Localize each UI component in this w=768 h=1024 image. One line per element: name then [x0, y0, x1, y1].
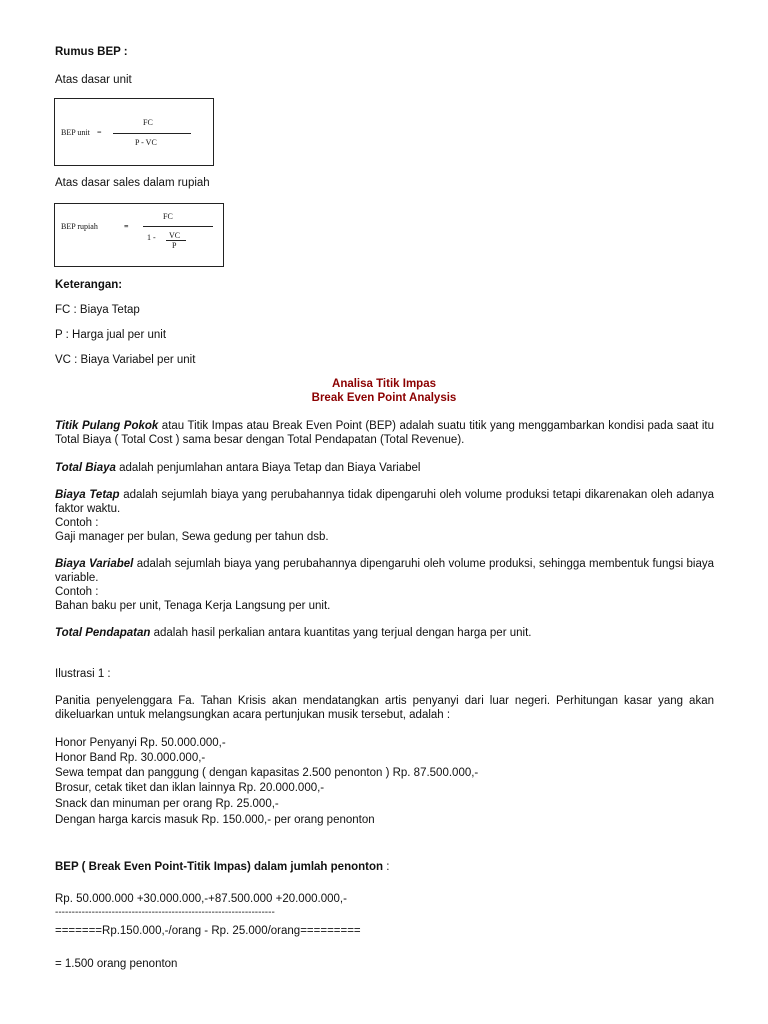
analysis-title-line2: Break Even Point Analysis — [311, 392, 457, 404]
definition-text: adalah hasil perkalian antara kuantitas yang terjual dengan harga per unit. — [150, 627, 532, 639]
ilustrasi-title: Ilustrasi 1 : — [55, 668, 111, 680]
cost-item: Honor Band Rp. 30.000.000,- — [55, 752, 206, 764]
formula-rupiah-box — [54, 203, 224, 267]
bep-calc-title — [55, 861, 389, 873]
formula-rupiah-fraction-bar — [143, 226, 213, 227]
definition-text: adalah penjumlahan antara Biaya Tetap dan Biaya Variabel — [115, 462, 421, 474]
analysis-title-line1: Analisa Titik Impas — [332, 378, 436, 390]
bep-calc-divider: ------------------------------------------------------------------ — [55, 907, 275, 918]
contoh-text: Gaji manager per bulan, Sewa gedung per tahun dsb. — [55, 531, 329, 543]
cost-item: Honor Penyanyi Rp. 50.000.000,- — [55, 737, 226, 749]
formula-rupiah-lhs: BEP rupiah — [61, 222, 98, 231]
formula-unit-denominator: P - VC — [135, 138, 157, 147]
definition-term: Biaya Tetap — [55, 489, 120, 501]
contoh-text: Bahan baku per unit, Tenaga Kerja Langsung per unit. — [55, 600, 331, 612]
formula-rupiah-eq: = — [124, 222, 129, 231]
definition-text: adalah sejumlah biaya yang perubahannya dipengaruhi oleh volume produksi, sehingga membentuk fungsi biaya variable. — [55, 558, 714, 584]
bep-calc-title-bold: BEP ( Break Even Point-Titik Impas) dalam jumlah penonton — [55, 861, 384, 873]
keterangan-item: FC : Biaya Tetap — [55, 304, 140, 316]
keterangan-item: VC : Biaya Variabel per unit — [55, 354, 196, 366]
cost-item: Brosur, cetak tiket dan iklan lainnya Rp. 20.000.000,- — [55, 782, 325, 794]
definition-text: adalah sejumlah biaya yang perubahannya tidak dipengaruhi oleh volume produksi tetapi dikarenakan oleh adanya faktor waktu. — [55, 489, 714, 515]
formula-rupiah-denom-prefix: 1 - — [147, 233, 156, 242]
unit-label: Atas dasar unit — [55, 74, 132, 86]
definition-total-biaya — [55, 461, 714, 475]
formula-heading: Rumus BEP : — [55, 46, 128, 58]
formula-unit-box — [54, 98, 214, 166]
definition-term: Total Pendapatan — [55, 627, 151, 639]
formula-unit-lhs: BEP unit — [61, 128, 90, 137]
definition-total-pendapatan — [55, 626, 714, 640]
sales-label: Atas dasar sales dalam rupiah — [55, 177, 210, 189]
keterangan-title: Keterangan: — [55, 279, 123, 291]
formula-rupiah-denom-num: VC — [169, 231, 181, 240]
definition-text: atau Titik Impas atau Break Even Point (BEP) adalah suatu titik yang menggambarkan kondisi pada saat itu Total Biaya ( Total Cost ) sama besar dengan Total Pendapatan (Total Revenue). — [55, 420, 714, 446]
definition-term: Titik Pulang Pokok — [55, 420, 159, 432]
contoh-label: Contoh : — [55, 586, 99, 598]
definition-biaya-tetap — [55, 488, 714, 544]
bep-calc-title-rest: : — [383, 861, 390, 873]
cost-item: Sewa tempat dan panggung ( dengan kapasitas 2.500 penonton ) Rp. 87.500.000,- — [55, 767, 479, 779]
bep-calc-numerator: Rp. 50.000.000 +30.000.000,-+87.500.000 +20.000.000,- — [55, 893, 347, 905]
contoh-label: Contoh : — [55, 517, 99, 529]
formula-unit-numerator: FC — [143, 118, 153, 127]
definition-titik-pulang-pokok — [55, 419, 714, 447]
definition-biaya-variabel — [55, 557, 714, 613]
formula-rupiah-denom-den: P — [172, 241, 177, 250]
cost-item: Dengan harga karcis masuk Rp. 150.000,- per orang penonton — [55, 814, 375, 826]
cost-item: Snack dan minuman per orang Rp. 25.000,- — [55, 798, 279, 810]
formula-unit-fraction-bar — [113, 133, 191, 134]
bep-calc-result: = 1.500 orang penonton — [55, 958, 178, 970]
formula-rupiah-numerator: FC — [163, 212, 173, 221]
bep-calc-denominator: =======Rp.150.000,-/orang - Rp. 25.000/orang========= — [55, 925, 361, 937]
ilustrasi-intro: Panitia penyelenggara Fa. Tahan Krisis akan mendatangkan artis penyanyi dari luar negeri. Perhitungan kasar yang akan dikeluarkan untuk melangsungkan acara pertunjukan musik tersebut, adalah : — [55, 695, 714, 721]
formula-unit-eq: = — [97, 128, 102, 137]
keterangan-item: P : Harga jual per unit — [55, 329, 167, 341]
definition-term: Biaya Variabel — [55, 558, 134, 570]
definition-term: Total Biaya — [55, 462, 116, 474]
